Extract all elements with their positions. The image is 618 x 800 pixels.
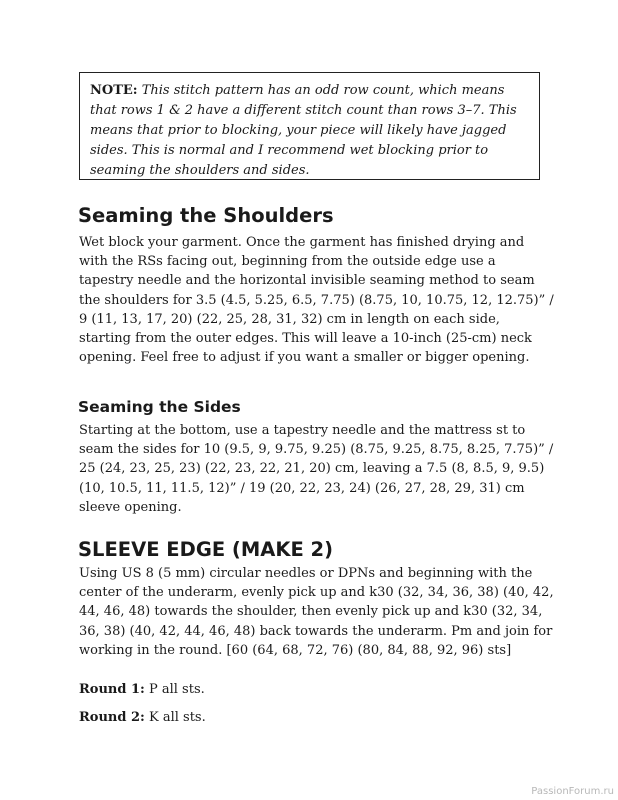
note-text: This stitch pattern has an odd row count, which means that rows 1 & 2 have a different stitch count than rows 3–7. This means that prior to blocking, your piece will likely have jagged sides. This is normal and I recommend wet blocking prior to seaming the shoulders and sides. <box>90 83 517 178</box>
seaming-sides-text: Starting at the bottom, use a tapestry needle and the mattress st to seam the sides for 10 (9.5, 9, 9.75, 9.25) (8.75, 9.25, 8.75, 8.25, 7.75)” / 25 (24, 23, 25, 23) (22, 23, 22, 21, 20) cm, leaving a 7.5 (8, 8.5, 9, 9.5) (10, 10.5, 11, 11.5, 12)” / 19 (20, 22, 23, 24) (26, 27, 28, 29, 31) cm sleeve opening. <box>79 423 554 515</box>
round-1-label: Round 1: <box>79 682 145 697</box>
round-1-text: P all sts. <box>144 682 205 697</box>
round-2-label: Round 2: <box>79 710 145 725</box>
round-2-text: K all sts. <box>144 710 206 725</box>
round-2-instruction <box>79 708 554 727</box>
seaming-shoulders-heading: Seaming the Shoulders <box>78 204 334 227</box>
watermark: PassionForum.ru <box>531 786 614 797</box>
note-label: NOTE: <box>90 83 138 98</box>
note-box <box>79 72 540 180</box>
seaming-shoulders-text: Wet block your garment. Once the garment has finished drying and with the RSs facing out, beginning from the outside edge use a tapestry needle and the horizontal invisible seaming method to seam the shoulders for 3.5 (4.5, 5.25, 6.5, 7.75) (8.75, 10, 10.75, 12, 12.75)” / 9 (11, 13, 17, 20) (22, 25, 28, 31, 32) cm in length on each side, starting from the outer edges. This will leave a 10-inch (25-cm) neck opening. Feel free to adjust if you want a smaller or bigger opening. <box>79 235 554 366</box>
sleeve-edge-text: Using US 8 (5 mm) circular needles or DPNs and beginning with the center of the underarm, evenly pick up and k30 (32, 34, 36, 38) (40, 42, 44, 46, 48) towards the shoulder, then evenly pick up and k30 (32, 34, 36, 38) (40, 42, 44, 46, 48) back towards the underarm. Pm and join for working in the round. [60 (64, 68, 72, 76) (80, 84, 88, 92, 96) sts] <box>79 566 554 658</box>
sleeve-edge-heading: SLEEVE EDGE (MAKE 2) <box>78 538 334 561</box>
round-1-instruction <box>79 680 554 699</box>
seaming-sides-heading: Seaming the Sides <box>78 398 241 416</box>
